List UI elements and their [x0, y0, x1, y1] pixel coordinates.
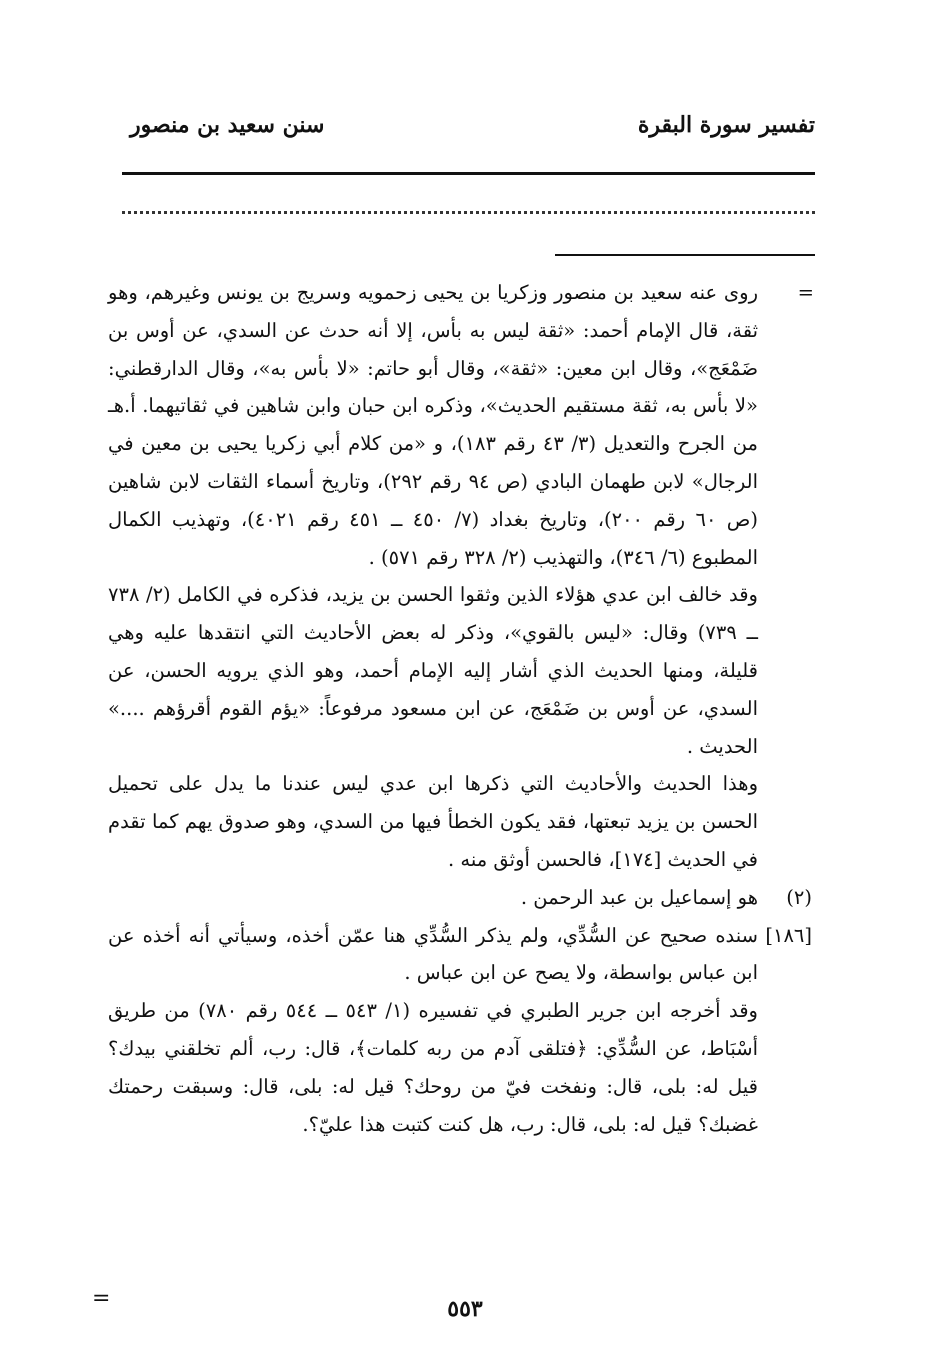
header-rule	[122, 172, 815, 175]
footnote-2	[108, 879, 810, 917]
paragraph	[108, 576, 810, 765]
page-number: ٥٥٣	[447, 1296, 483, 1322]
continuation-marker: =	[797, 281, 814, 304]
dotted-separator	[122, 211, 815, 214]
paragraph-text: سنده صحيح عن السُّدِّي، ولم يذكر السُّدِّي هنا عمّن أخذه، وسيأتي أنه أخذه عن ابن عباس بواسطة، ولا يصح عن ابن عباس .	[108, 923, 758, 985]
running-header	[130, 112, 815, 152]
paragraph	[108, 992, 810, 1143]
footnote-rule	[555, 254, 815, 256]
header-surah-title: تفسير سورة البقرة	[637, 112, 815, 138]
footnote-label: (٢)	[786, 885, 812, 909]
paragraph-text: روى عنه سعيد بن منصور وزكريا بن يحيى زحمويه وسريج بن يونس وغيرهم، وهو ثقة، قال الإمام أحمد: «ثقة ليس به بأس، إلا أنه حدث عن السدي، عن أوس بن ضَمْعَج»، وقال ابن معين: «ثقة»، وقال أبو حاتم: «لا بأس به»، وقال الدارقطني: «لا بأس به، ثقة مستقيم الحديث»، وذكره ابن حبان وابن شاهين في ثقاتيهما. أ.هـ من الجرح والتعديل (٣/ ٤٣ رقم ١٨٣)، و «من كلام أبي زكريا يحيى بن معين في الرجال» لابن طهمان البادي (ص ٩٤ رقم ٢٩٢)، وتاريخ أسماء الثقات لابن شاهين (ص ٦٠ رقم ٢٠٠)، وتاريخ بغداد (٧/ ٤٥٠ ــ ٤٥١ رقم ٤٠٢١)، وتهذيب الكمال المطبوع (٦/ ٣٤٦)، والتهذيب (٢/ ٣٢٨ رقم ٥٧١) .	[108, 281, 758, 569]
paragraph-text: وهذا الحديث والأحاديث التي ذكرها ابن عدي ليس عندنا ما يدل على تحميل الحسن بن يزيد تبعتها، فقد يكون الخطأ فيها من السدي، وهو صدوق يهم كما تقدم في الحديث [١٧٤]، فالحسن أوثق منه .	[108, 772, 758, 871]
footnote-continuation	[108, 274, 814, 576]
footnote-186	[108, 917, 810, 993]
header-book-title: سنن سعيد بن منصور	[130, 112, 325, 138]
paragraph-text: وقد أخرجه ابن جرير الطبري في تفسيره (١/ ٥٤٣ ــ ٥٤٤ رقم ٧٨٠) من طريق أسْبَاط، عن السُّدِّي: ﴿فتلقى آدم من ربه كلمات﴾، قال: رب، ألم تخلقني بيدك؟ قيل له: بلى، قال: ونفخت فيّ من روحك؟ قيل له: بلى، قال: وسبقت رحمتك غضبك؟ قيل له: بلى، قال: رب، هل كنت كتبت هذا عليّ؟.	[108, 999, 758, 1136]
footnote-label: [١٨٦]	[765, 923, 812, 947]
footnotes-body	[108, 274, 814, 1143]
paragraph	[108, 765, 810, 878]
footer-continuation-marker: =	[92, 1286, 111, 1311]
paragraph-text: وقد خالف ابن عدي هؤلاء الذين وثقوا الحسن بن يزيد، فذكره في الكامل (٢/ ٧٣٨ ــ ٧٣٩) وقال: «ليس بالقوي»، وذكر له بعض الأحاديث التي انتقدها عليه وهي قليلة، ومنها الحديث الذي أشار إليه الإمام أحمد، وهو الذي يرويه الحسن، عن السدي، عن أوس بن ضَمْعَج، عن ابن مسعود مرفوعاً: «يؤم القوم أقرؤهم ....» الحديث .	[108, 583, 759, 758]
paragraph-text: هو إسماعيل بن عبد الرحمن .	[520, 885, 758, 909]
